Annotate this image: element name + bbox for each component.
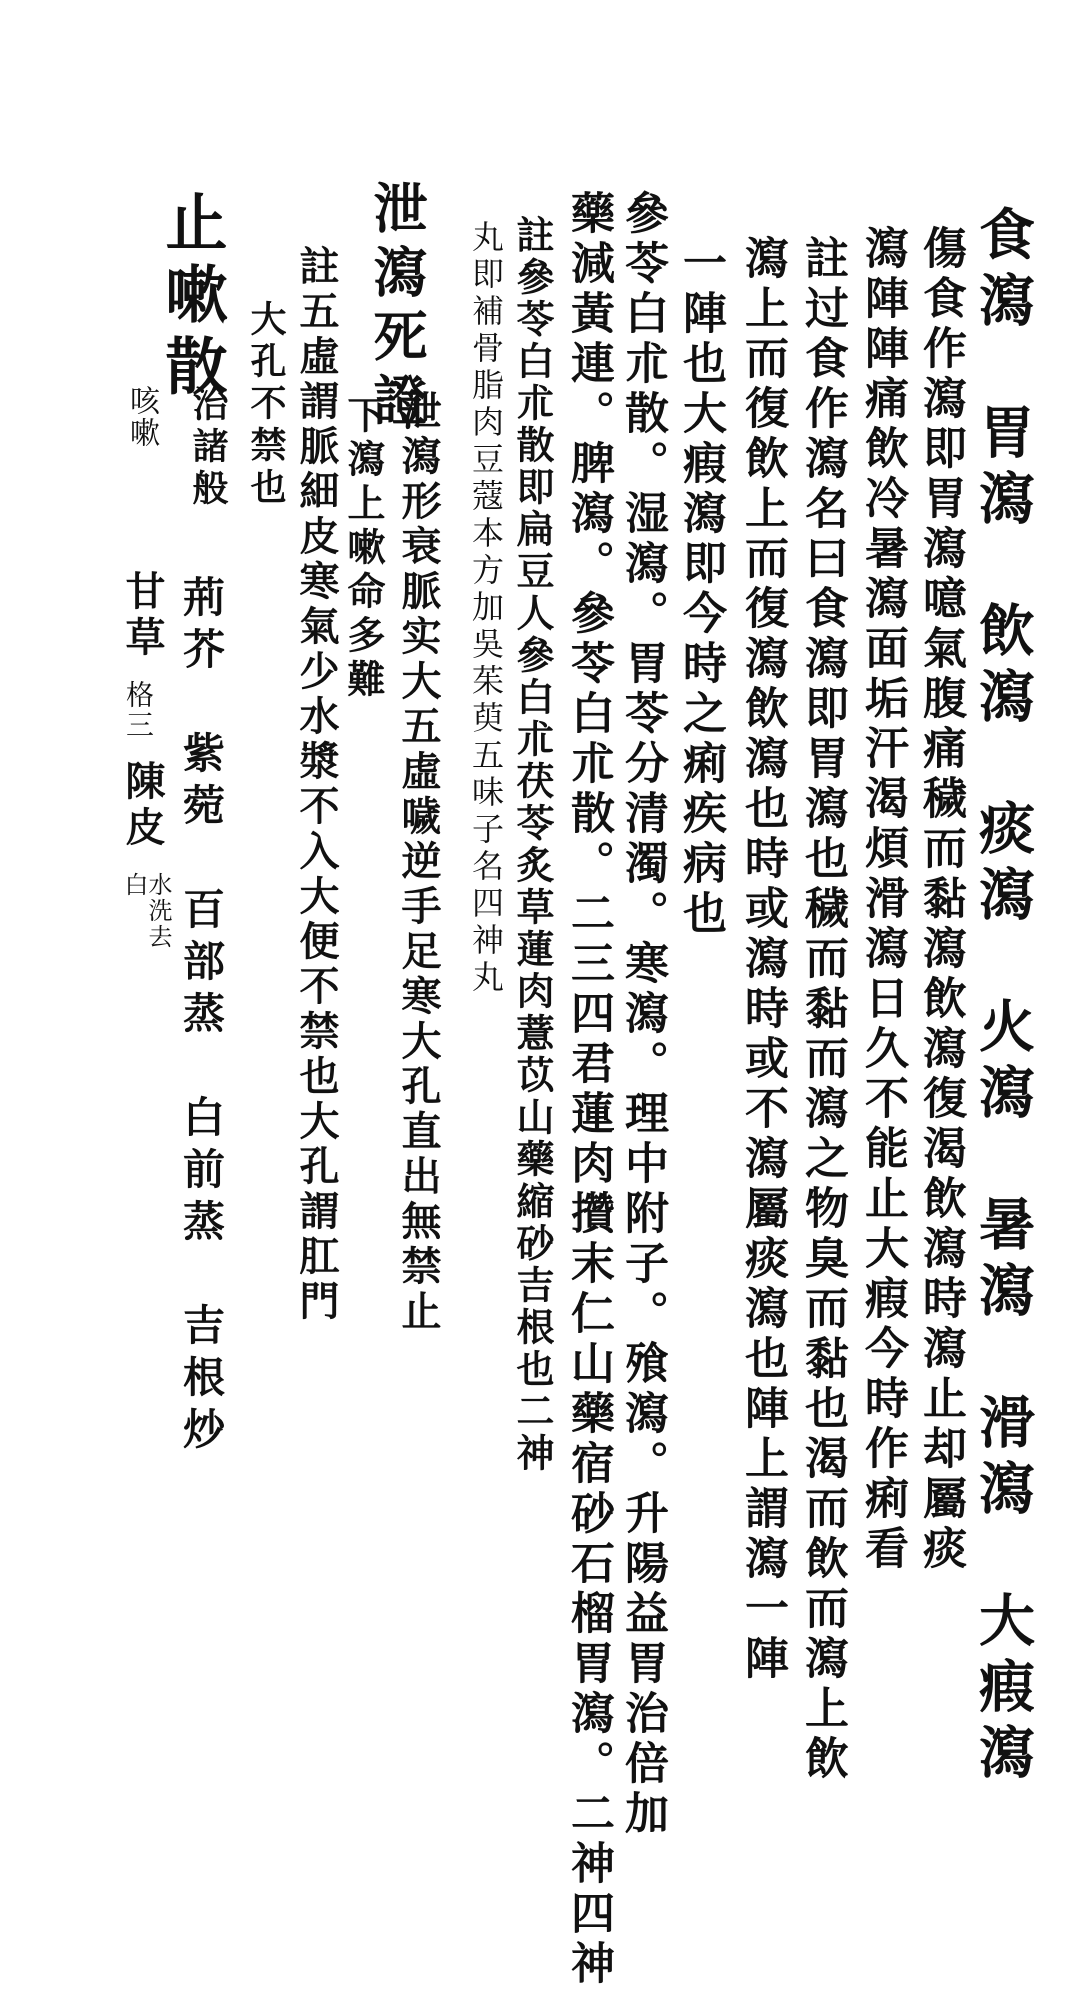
- text-column-2: 傷食作瀉即胃瀉噫氣腹痛穢而黏瀉飲瀉復渴飲瀉時瀉止却屬痰: [915, 225, 966, 1575]
- text-column-7: 參苓白朮散。湿瀉。胃苓分清濁。寒瀉。理中附子。飱瀉。升陽益胃治倍加: [617, 190, 668, 1840]
- ingredient-gancao: 甘草: [119, 570, 166, 662]
- text-column-9: 註參苓白朮散即扁豆人參白朮茯苓炙草蓮肉薏苡山藥縮砂吉根也二神: [510, 215, 555, 1475]
- section-heading-zhisousan: 止嗽散: [155, 190, 228, 406]
- text-column-13: 註五虛謂脈細皮寒氣少水漿不入大便不禁也大孔謂肛門: [293, 245, 340, 1325]
- section-heading-xiexie-sizheng: 泄瀉死證: [365, 180, 429, 436]
- text-column-6: 一陣也大瘕瀉即今時之痢疾病也: [675, 240, 726, 940]
- ingredient-chenpi: 陳皮: [119, 760, 166, 852]
- text-column-8: 藥減黃連。脾瀉。參苓白朮散。二三四君蓮肉攢末仁山藥宿砂石榴胃瀉。二神四神: [563, 190, 614, 1990]
- text-column-4: 註过食作瀉名曰食瀉即胃瀉也穢而黏而瀉之物臭而黏也渴而飲而瀉上飲: [797, 235, 848, 1785]
- text-column-5: 瀉上而復飲上而復瀉飲瀉也時或瀉時或不瀉屬痰瀉也陣上謂瀉一陣: [737, 235, 788, 1685]
- ingredient-chenpi-note: 水洗去白: [120, 872, 172, 950]
- heading-note-kesou: 咳嗽: [124, 385, 159, 449]
- text-column-12: 下瀉上嗽命多難: [341, 395, 386, 703]
- text-column-11: 泄瀉形衰脈实大五虛噦逆手足寒大孔直出無禁止: [395, 390, 442, 1335]
- ingredient-column-1: 荊芥 紫菀 百部蒸 白前蒸 吉根炒: [177, 575, 226, 1459]
- text-column-3: 瀉陣陣痛飲冷暑瀉面垢汗渴煩滑瀉日久不能止大瘕今時作痢看: [857, 225, 908, 1575]
- heading-note-zhizhuban: 治諸般: [187, 385, 229, 511]
- text-column-14: 大孔不禁也: [245, 300, 287, 510]
- text-column-1: 食瀉 胃瀉 飲瀉 痰瀉 火瀉 暑瀉 滑瀉 大瘕瀉: [970, 205, 1036, 1789]
- text-column-10: 丸即補骨脂肉豆蔻本方加吳茱萸五味子名四神丸: [467, 220, 505, 997]
- ingredient-gancao-note: 格三: [122, 680, 155, 740]
